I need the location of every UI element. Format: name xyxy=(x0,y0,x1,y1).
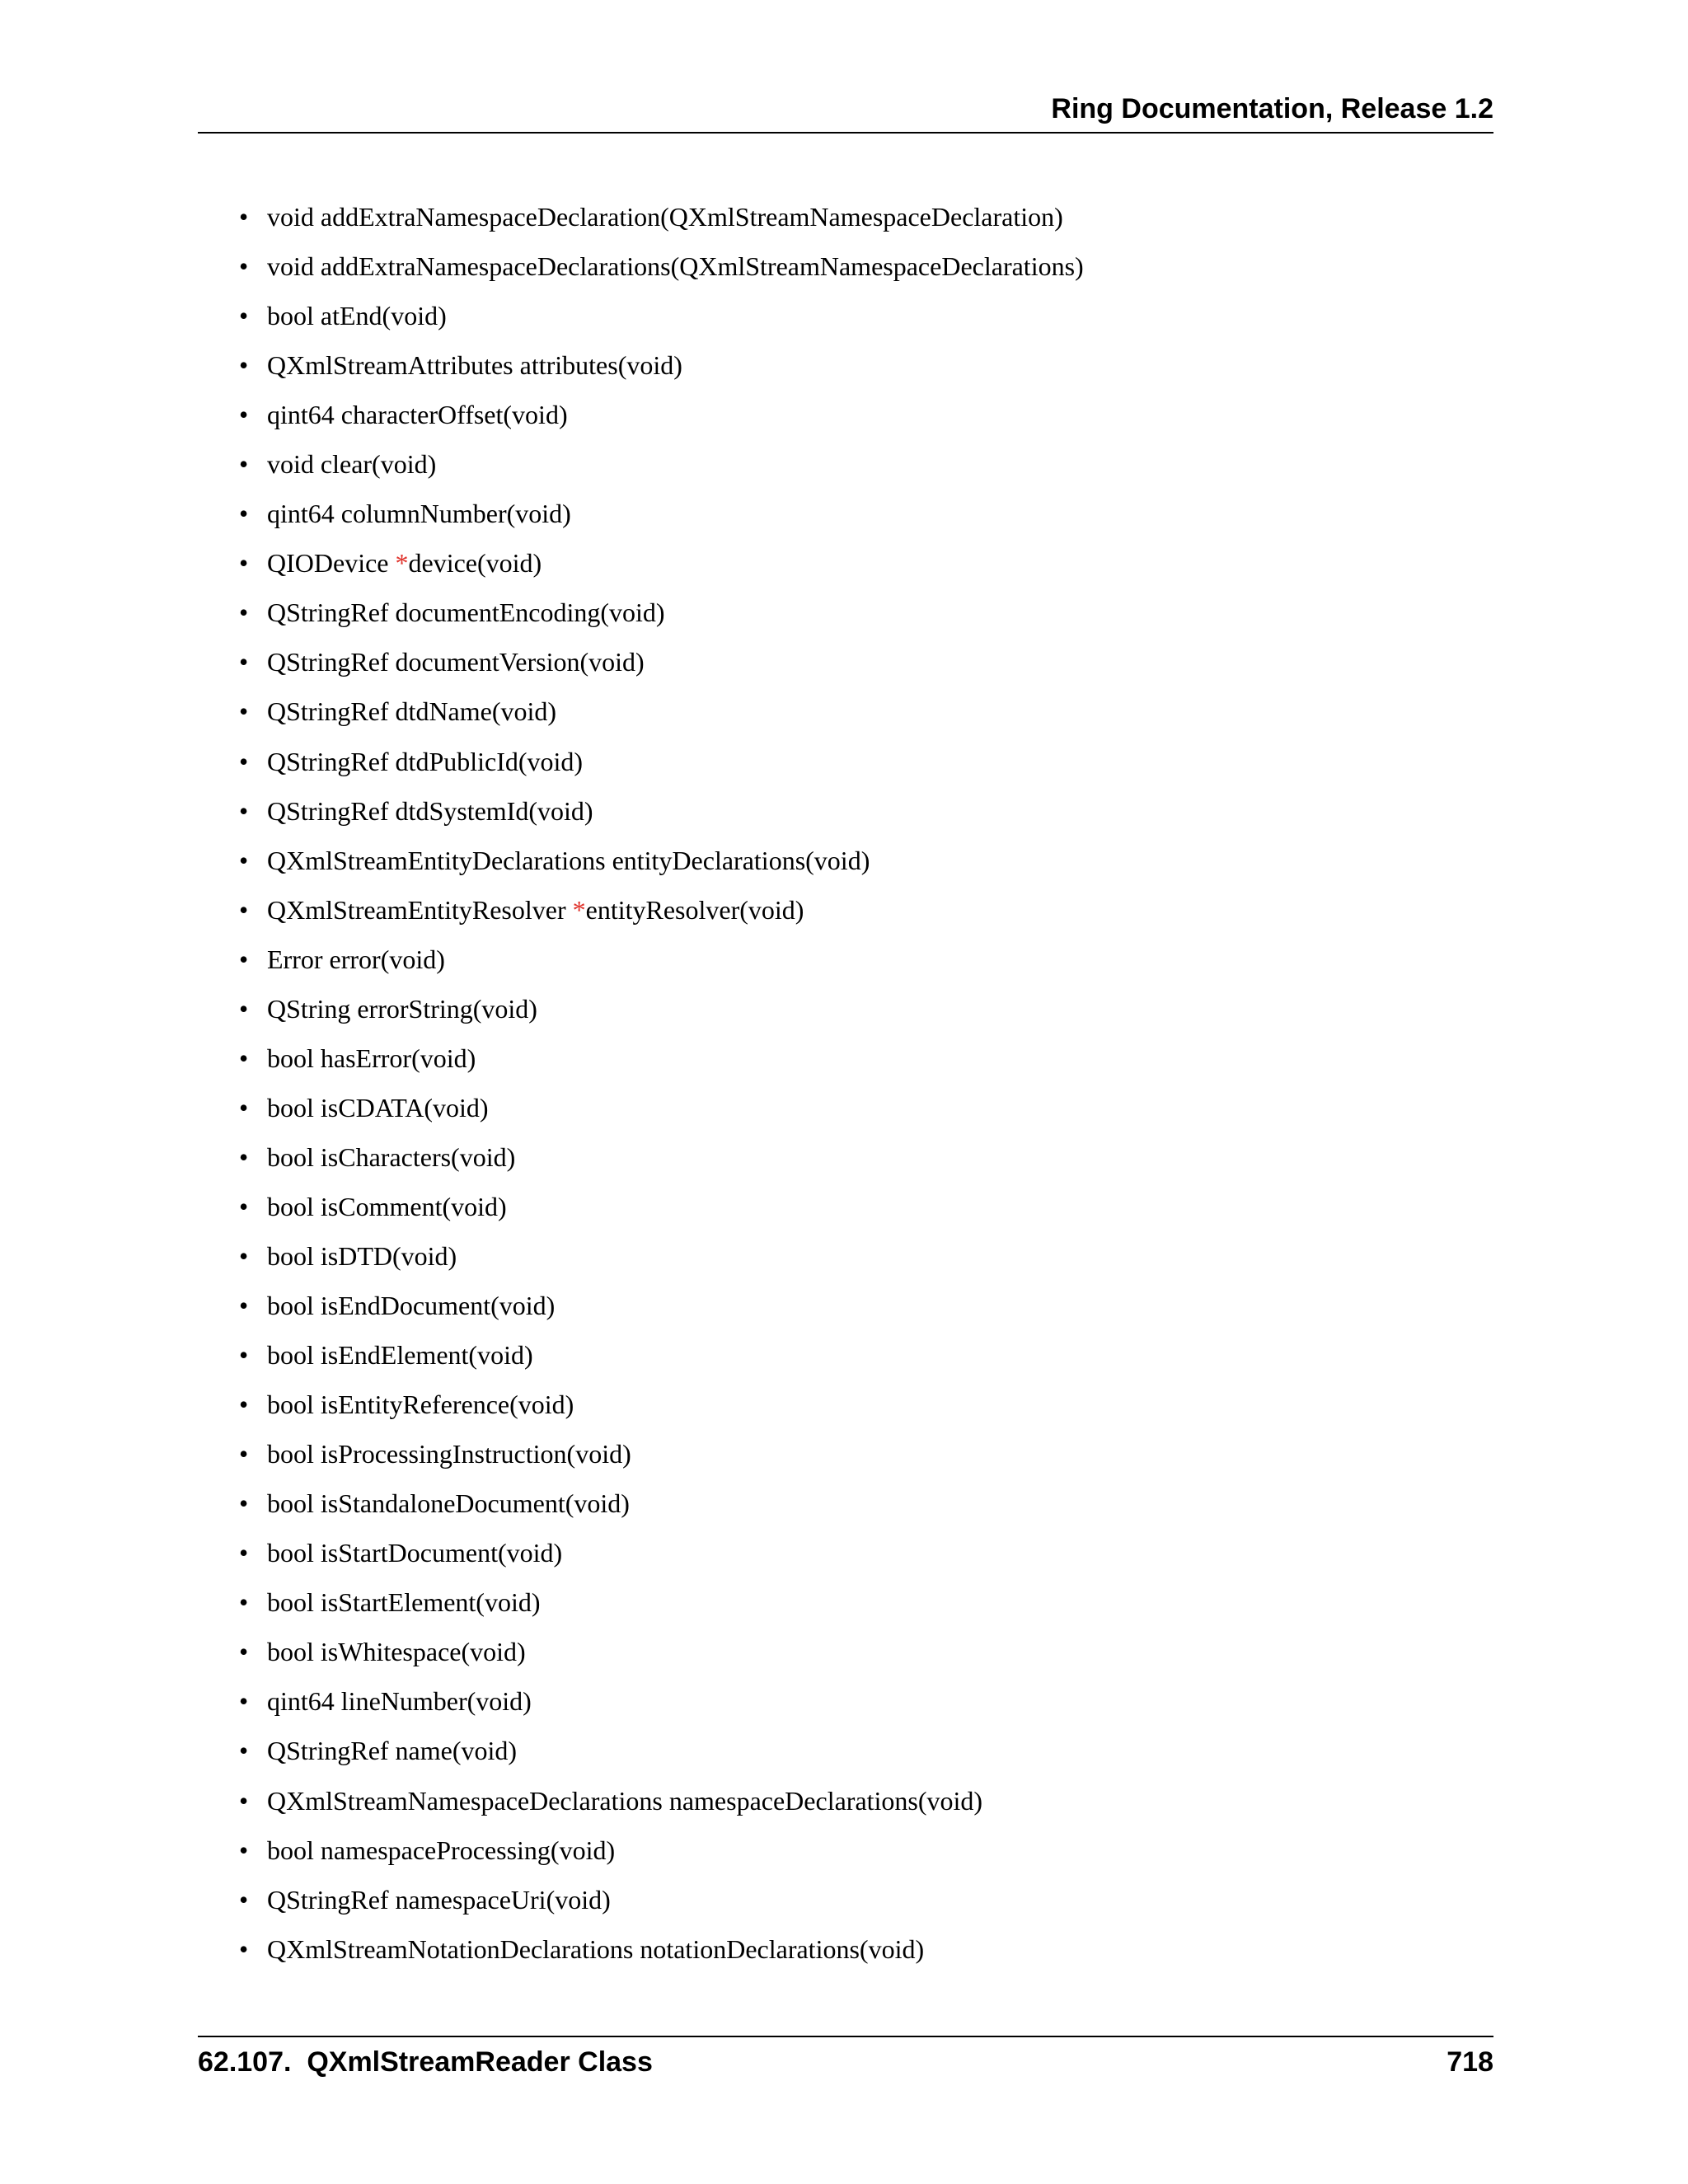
method-signature: bool isWhitespace(void) xyxy=(267,1637,526,1667)
bullet-icon: • xyxy=(239,1686,249,1717)
method-signature: QStringRef documentVersion(void) xyxy=(267,647,645,677)
method-signature: QXmlStreamNotationDeclarations notationDeclarations(void) xyxy=(267,1933,925,1964)
bullet-icon: • xyxy=(239,1538,249,1568)
list-item xyxy=(239,889,1084,939)
method-signature: QStringRef namespaceUri(void) xyxy=(267,1884,611,1915)
method-signature: bool isStandaloneDocument(void) xyxy=(267,1488,630,1519)
method-signature: bool isEndDocument(void) xyxy=(267,1291,556,1321)
bullet-icon: • xyxy=(239,301,249,331)
list-item xyxy=(239,1186,1084,1235)
bullet-icon: • xyxy=(239,251,249,282)
bullet-icon: • xyxy=(239,202,249,232)
method-signature: QStringRef dtdName(void) xyxy=(267,696,557,727)
list-item xyxy=(239,988,1084,1038)
page-header-title: Ring Documentation, Release 1.2 xyxy=(1051,93,1493,124)
bullet-icon: • xyxy=(239,1191,249,1221)
method-list xyxy=(239,196,1084,1978)
footer-section-title: 62.107. QXmlStreamReader Class xyxy=(198,2046,653,2078)
bullet-icon: • xyxy=(239,1439,249,1469)
method-signature: bool namespaceProcessing(void) xyxy=(267,1835,616,1865)
bullet-icon: • xyxy=(239,1390,249,1420)
method-signature: void addExtraNamespaceDeclaration(QXmlStreamNamespaceDeclaration) xyxy=(267,202,1063,232)
pointer-star-icon: * xyxy=(572,894,586,925)
list-item xyxy=(239,1532,1084,1582)
bullet-icon: • xyxy=(239,1092,249,1122)
bullet-icon: • xyxy=(239,1835,249,1865)
list-item xyxy=(239,1631,1084,1680)
list-item xyxy=(239,295,1084,344)
list-item xyxy=(239,1285,1084,1334)
method-signature-type: QIODevice xyxy=(267,548,396,579)
list-item xyxy=(239,592,1084,641)
list-item xyxy=(239,1087,1084,1137)
list-item xyxy=(239,542,1084,592)
method-signature: bool isStartDocument(void) xyxy=(267,1538,563,1568)
list-item xyxy=(239,840,1084,889)
bullet-icon: • xyxy=(239,598,249,628)
list-item xyxy=(239,939,1084,988)
list-item xyxy=(239,394,1084,443)
method-signature: bool isProcessingInstruction(void) xyxy=(267,1439,631,1469)
bullet-icon: • xyxy=(239,1637,249,1667)
bullet-icon: • xyxy=(239,894,249,925)
list-item xyxy=(239,1137,1084,1186)
bullet-icon: • xyxy=(239,400,249,430)
list-item xyxy=(239,741,1084,790)
method-signature-type: QXmlStreamEntityResolver xyxy=(267,894,573,925)
bullet-icon: • xyxy=(239,845,249,875)
bullet-icon: • xyxy=(239,647,249,677)
pointer-star-icon: * xyxy=(395,548,409,579)
method-signature: bool isDTD(void) xyxy=(267,1240,457,1271)
method-signature: Error error(void) xyxy=(267,944,445,974)
list-item xyxy=(239,1879,1084,1929)
list-item xyxy=(239,196,1084,246)
method-signature: bool isEntityReference(void) xyxy=(267,1390,574,1420)
list-item xyxy=(239,1483,1084,1532)
list-item xyxy=(239,1038,1084,1087)
bullet-icon: • xyxy=(239,795,249,826)
list-item xyxy=(239,1384,1084,1433)
method-signature: bool hasError(void) xyxy=(267,1043,476,1073)
method-signature: QXmlStreamAttributes attributes(void) xyxy=(267,350,682,381)
list-item xyxy=(239,1929,1084,1978)
list-item xyxy=(239,246,1084,295)
list-item xyxy=(239,1433,1084,1483)
method-signature: bool atEnd(void) xyxy=(267,301,447,331)
list-item xyxy=(239,1730,1084,1779)
method-signature-name: device(void) xyxy=(408,548,542,579)
method-signature: bool isCharacters(void) xyxy=(267,1141,516,1172)
bullet-icon: • xyxy=(239,1240,249,1271)
method-signature: bool isEndElement(void) xyxy=(267,1340,533,1371)
list-item xyxy=(239,1235,1084,1285)
list-item xyxy=(239,1780,1084,1830)
list-item xyxy=(239,641,1084,691)
list-item xyxy=(239,1680,1084,1730)
method-signature: bool isCDATA(void) xyxy=(267,1092,489,1122)
bullet-icon: • xyxy=(239,1884,249,1915)
method-signature: QXmlStreamEntityDeclarations entityDeclarations(void) xyxy=(267,845,870,875)
method-signature: void clear(void) xyxy=(267,449,437,480)
method-signature: QStringRef name(void) xyxy=(267,1736,518,1766)
page-number: 718 xyxy=(1447,2046,1493,2078)
method-signature: QStringRef dtdPublicId(void) xyxy=(267,746,584,776)
method-signature: QStringRef dtdSystemId(void) xyxy=(267,795,593,826)
bullet-icon: • xyxy=(239,1291,249,1321)
bullet-icon: • xyxy=(239,696,249,727)
bullet-icon: • xyxy=(239,1587,249,1618)
bullet-icon: • xyxy=(239,449,249,480)
list-item xyxy=(239,1334,1084,1384)
list-item xyxy=(239,344,1084,394)
method-signature: QString errorString(void) xyxy=(267,993,537,1024)
method-signature: qint64 lineNumber(void) xyxy=(267,1686,532,1717)
bullet-icon: • xyxy=(239,1488,249,1519)
method-signature: QXmlStreamNamespaceDeclarations namespaceDeclarations(void) xyxy=(267,1785,983,1816)
bullet-icon: • xyxy=(239,993,249,1024)
bullet-icon: • xyxy=(239,1043,249,1073)
bullet-icon: • xyxy=(239,499,249,529)
bullet-icon: • xyxy=(239,1785,249,1816)
method-signature: qint64 columnNumber(void) xyxy=(267,499,571,529)
page-header xyxy=(198,89,1493,134)
list-item xyxy=(239,443,1084,493)
bullet-icon: • xyxy=(239,350,249,381)
method-signature: qint64 characterOffset(void) xyxy=(267,400,568,430)
list-item xyxy=(239,1582,1084,1631)
bullet-icon: • xyxy=(239,1736,249,1766)
list-item xyxy=(239,790,1084,840)
method-signature: void addExtraNamespaceDeclarations(QXmlStreamNamespaceDeclarations) xyxy=(267,251,1084,282)
bullet-icon: • xyxy=(239,1141,249,1172)
bullet-icon: • xyxy=(239,1340,249,1371)
bullet-icon: • xyxy=(239,746,249,776)
method-signature: bool isStartElement(void) xyxy=(267,1587,541,1618)
bullet-icon: • xyxy=(239,548,249,579)
method-signature: QStringRef documentEncoding(void) xyxy=(267,598,665,628)
bullet-icon: • xyxy=(239,1933,249,1964)
list-item xyxy=(239,1830,1084,1879)
method-signature: bool isComment(void) xyxy=(267,1191,507,1221)
list-item xyxy=(239,493,1084,542)
page-footer xyxy=(198,2036,1493,2087)
bullet-icon: • xyxy=(239,944,249,974)
method-signature-name: entityResolver(void) xyxy=(585,894,804,925)
list-item xyxy=(239,691,1084,740)
